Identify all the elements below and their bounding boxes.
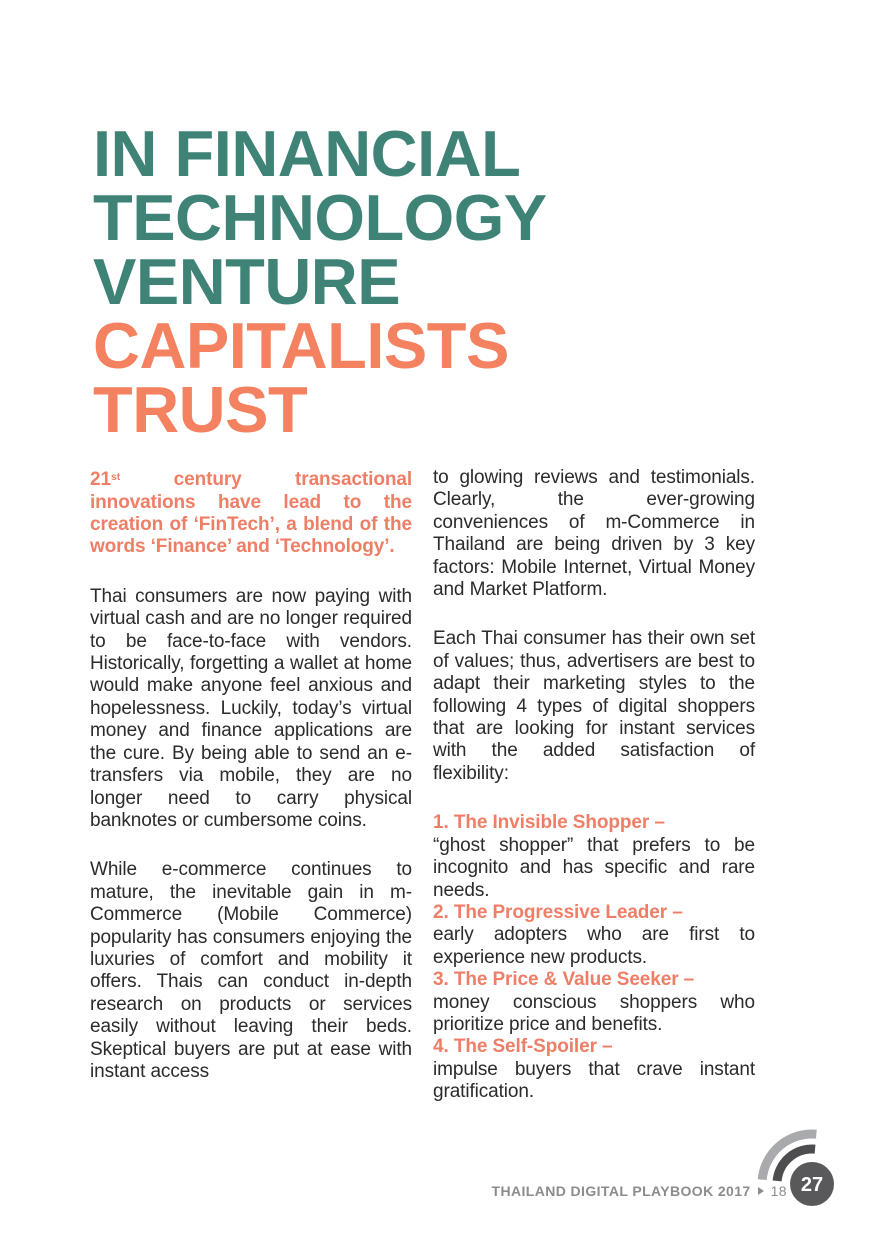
body-paragraph: Thai consumers are now paying with virtual cash and are no longer required to be face-to-face with vendors. Historically, forgetting a wallet at home would make anyone feel anxious and hopelessness. Luckily, today’s virtual money and finance applications are the cure. By being able to send an e-transfers via mobile, they are no longer need to carry physical banknotes or cumbersome coins. (90, 585, 412, 831)
headline-line: CAPITALISTS (93, 309, 509, 382)
shopper-type-list (433, 812, 755, 1103)
shopper-type-description: “ghost shopper” that prefers to be incognito and has specific and rare needs. (433, 834, 755, 901)
body-paragraph: While e-commerce continues to mature, the inevitable gain in m-Commerce (Mobile Commerce) popularity has consumers enjoying the luxuries of comfort and mobility it offers. Thais can conduct in-depth research on products or services easily without leaving their beds. Skeptical buyers are put at ease with instant access (90, 859, 412, 1082)
footer-book-title: THAILAND DIGITAL PLAYBOOK 2017 (491, 1183, 751, 1199)
headline-line: VENTURE (93, 245, 401, 318)
shopper-type-item (433, 969, 755, 1036)
right-column (433, 467, 755, 1104)
shopper-type-heading: 2. The Progressive Leader – (433, 901, 683, 923)
corner-mark (750, 1115, 870, 1215)
shopper-type-item (433, 902, 755, 969)
left-column (90, 467, 412, 1110)
shopper-type-heading: 4. The Self-Spoiler – (433, 1036, 613, 1058)
footer-chapter-page: 18 (770, 1183, 787, 1199)
shopper-type-item (433, 1036, 755, 1103)
intro-paragraph (90, 467, 412, 559)
body-paragraph: to glowing reviews and testimonials. Clearly, the ever-growing conveniences of m-Commerce in Thailand are being driven by 3 key factors: Mobile Internet, Virtual Money and Market Platform. (433, 467, 755, 601)
page-number: 27 (800, 1174, 824, 1196)
body-paragraph: Each Thai consumer has their own set of values; thus, advertisers are best to adapt their marketing styles to the following 4 types of digital shoppers that are looking for instant services with the added satisfaction of flexibility: (433, 628, 755, 784)
shopper-type-description: impulse buyers that crave instant gratification. (433, 1058, 755, 1103)
intro-number: 21 (90, 469, 111, 491)
shopper-type-heading: 3. The Price & Value Seeker – (433, 969, 695, 991)
footer (492, 1183, 788, 1199)
headline-line: TRUST (93, 373, 308, 446)
headline-line: IN FINANCIAL (93, 117, 521, 190)
shopper-type-description: early adopters who are first to experience new products. (433, 924, 755, 968)
shopper-type-item (433, 812, 755, 902)
intro-superscript: st (110, 472, 121, 483)
shopper-type-description: money conscious shoppers who prioritize price and benefits. (433, 991, 755, 1035)
intro-text: century transactional innovations have lead to the creation of ‘FinTech’, a blend of the words ‘Finance’ and ‘Technology’. (90, 469, 412, 558)
shopper-type-heading: 1. The Invisible Shopper – (433, 812, 665, 834)
headline-line: TECHNOLOGY (93, 181, 547, 254)
article-headline (93, 117, 547, 446)
